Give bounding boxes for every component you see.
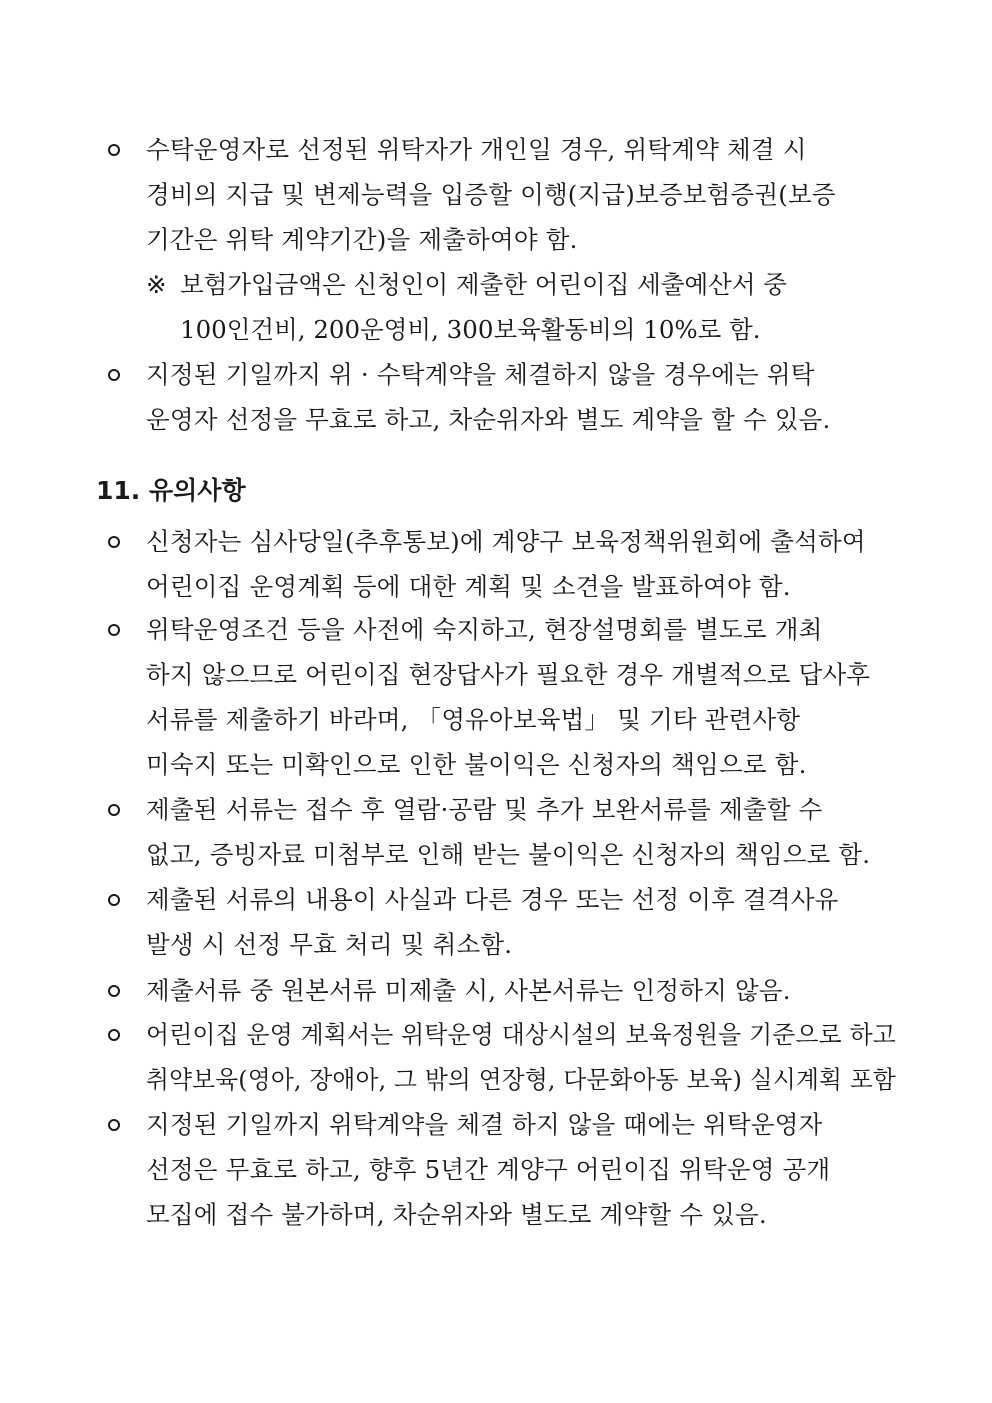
section-title: 유의사항 [149,476,246,505]
note-line: 보험가입금액은 신청인이 제출한 어린이집 세출예산서 중 [180,270,787,299]
list-item-line: 제출된 서류의 내용이 사실과 다른 경우 또는 선정 이후 결격사유 [146,885,839,914]
circle-bullet-icon [108,1029,120,1041]
note-mark: ※ [146,270,167,299]
list-item-line: 취약보육(영아, 장애아, 그 밖의 연장형, 다문화아동 보육) 실시계획 포함 [146,1065,896,1094]
list-item-line: 미숙지 또는 미확인으로 인한 불이익은 신청자의 책임으로 함. [146,750,807,779]
circle-bullet-icon [108,369,120,381]
list-item-line: 제출서류 중 원본서류 미제출 시, 사본서류는 인정하지 않음. [146,976,791,1005]
circle-bullet-icon [108,985,120,997]
circle-bullet-icon [108,536,120,548]
circle-bullet-icon [108,1119,120,1131]
list-item-line: 신청자는 심사당일(추후통보)에 계양구 보육정책위원회에 출석하여 [146,527,866,556]
list-item-line: 제출된 서류는 접수 후 열람·공람 및 추가 보완서류를 제출할 수 [146,795,823,824]
list-item-line: 모집에 접수 불가하며, 차순위자와 별도로 계약할 수 있음. [146,1200,767,1229]
list-item-line: 기간은 위탁 계약기간)을 제출하여야 함. [146,225,578,254]
section-heading [96,476,246,506]
list-item-line: 하지 않으므로 어린이집 현장답사가 필요한 경우 개별적으로 답사후 [146,660,871,689]
list-item-line: 지정된 기일까지 위탁계약을 체결 하지 않을 때에는 위탁운영자 [146,1110,823,1139]
circle-bullet-icon [108,624,120,636]
list-item-line: 어린이집 운영계획 등에 대한 계획 및 소견을 발표하여야 함. [146,572,791,601]
list-item-line: 어린이집 운영 계획서는 위탁운영 대상시설의 보육정원을 기준으로 하고 [146,1020,896,1049]
list-item-line: 발생 시 선정 무효 처리 및 취소함. [146,930,513,959]
section-number: 11. [96,476,141,505]
circle-bullet-icon [108,804,120,816]
list-item-line: 없고, 증빙자료 미첨부로 인해 받는 불이익은 신청자의 책임으로 함. [146,840,871,869]
note-line: 100인건비, 200운영비, 300보육활동비의 10%로 함. [180,315,761,344]
list-item-line: 위탁운영조건 등을 사전에 숙지하고, 현장설명회를 별도로 개최 [146,615,823,644]
circle-bullet-icon [108,894,120,906]
list-item-line: 지정된 기일까지 위 · 수탁계약을 체결하지 않을 경우에는 위탁 [146,360,815,389]
list-item-line: 운영자 선정을 무효로 하고, 차순위자와 별도 계약을 할 수 있음. [146,405,831,434]
circle-bullet-icon [108,144,120,156]
list-item-line: 경비의 지급 및 변제능력을 입증할 이행(지급)보증보험증권(보증 [146,180,836,209]
list-item-line: 서류를 제출하기 바라며, 「영유아보육법」 및 기타 관련사항 [146,705,801,734]
list-item-line: 선정은 무효로 하고, 향후 5년간 계양구 어린이집 위탁운영 공개 [146,1155,831,1184]
list-item-line: 수탁운영자로 선정된 위탁자가 개인일 경우, 위탁계약 체결 시 [146,135,807,164]
